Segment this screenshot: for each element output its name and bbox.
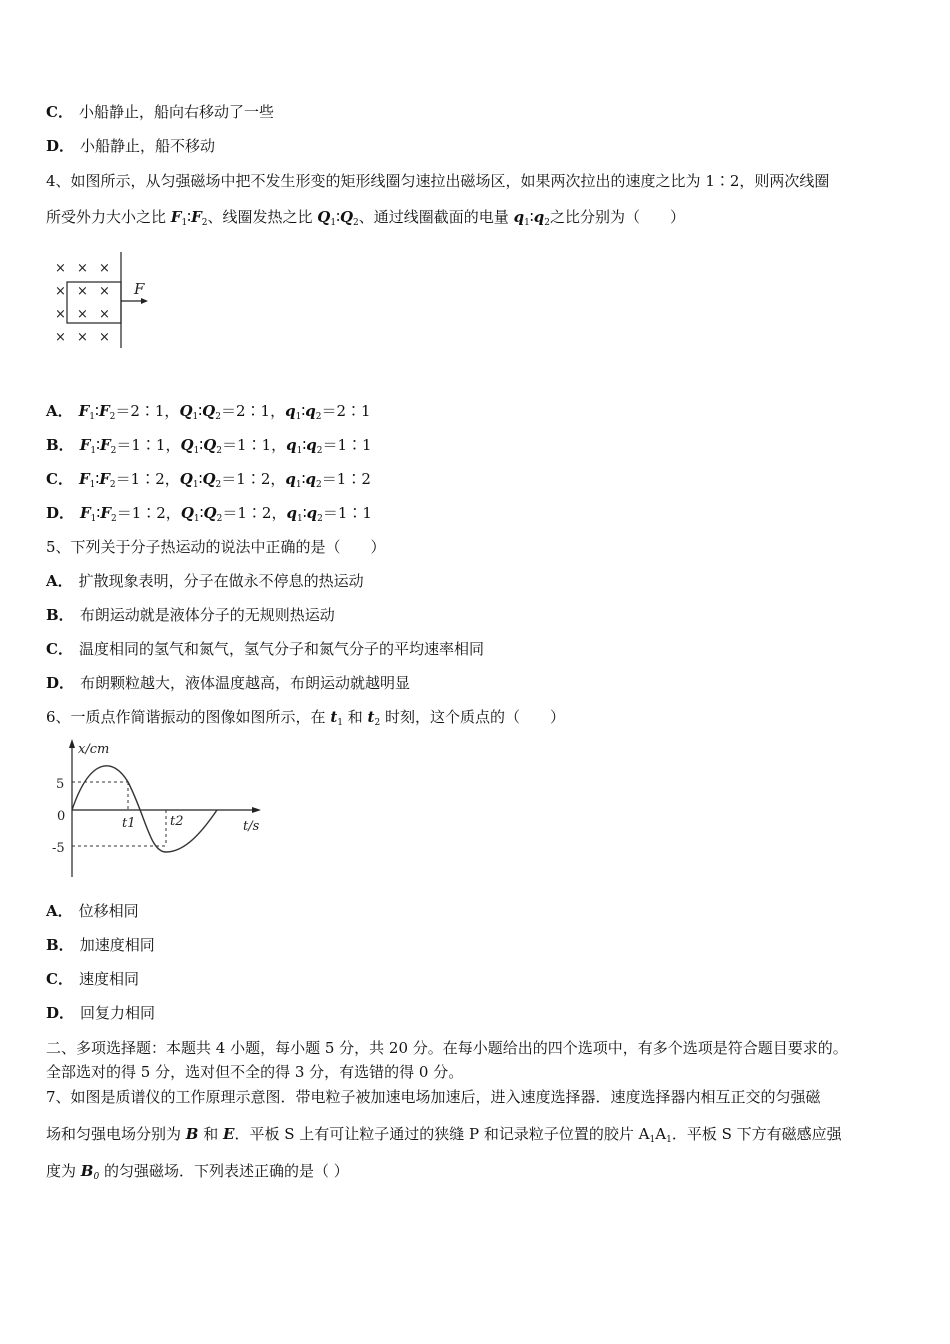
q7-stem-line1: 7、如图是质谱仪的工作原理示意图．带电粒子被加速电场加速后，进入速度选择器．速度选择器内相互正交的匀强磁 — [46, 1088, 821, 1106]
force-arrowhead — [141, 298, 148, 304]
q7-text: 场和匀强电场分别为 — [46, 1125, 186, 1143]
q4-text: 所受外力大小之比 — [46, 208, 171, 226]
option-letter: B． — [46, 936, 74, 954]
option-text: 加速度相同 — [79, 936, 155, 954]
q4-option-d: D． $F_1∶F_2=1∶2$，$Q_1∶Q_2=1∶2$，$q_1∶q_2=1∶1$ — [46, 504, 372, 524]
ratio-charge: 2∶1 — [336, 402, 371, 420]
q5-option-c — [46, 639, 484, 659]
y-axis-arrowhead — [69, 739, 75, 748]
q3-option-d — [46, 136, 215, 156]
q6-option-d — [46, 1003, 155, 1023]
option-letter: B． — [46, 436, 74, 454]
q6-option-a — [46, 901, 139, 921]
q6-stem: 6、一质点作简谐振动的图像如图所示，在 $t_1$ 和 $t_2$ 时刻，这个质点的（ ） — [46, 708, 565, 728]
option-letter: D． — [46, 674, 75, 692]
q5-stem: 5、下列关于分子热运动的说法中正确的是（ ） — [46, 538, 386, 556]
x-axis-label: t/s — [243, 819, 260, 834]
q6-text: 时刻，这个质点的（ ） — [380, 708, 565, 726]
field-x-mark: × — [77, 307, 88, 322]
option-letter: D． — [46, 1004, 75, 1022]
q4-text: 、线圈发热之比 — [207, 208, 318, 226]
q4-option-c: C． $F_1∶F_2=1∶2$，$Q_1∶Q_2=1∶2$，$q_1∶q_2=1∶2$ — [46, 470, 371, 490]
q7-text: ．平板 S 上有可让粒子通过的狭缝 P 和记录粒子位置的胶片 A — [234, 1125, 650, 1143]
section2-header-line1: 二、多项选择题：本题共 4 小题，每小题 5 分，共 20 分。在每小题给出的四个选项中，有多个选项是符合题目要求的。 — [46, 1039, 848, 1057]
section2-header-line2: 全部选对的得 5 分，选对但不全的得 3 分，有选错的得 0 分。 — [46, 1063, 464, 1081]
option-text: 温度相同的氢气和氮气，氢气分子和氮气分子的平均速率相同 — [78, 640, 484, 658]
field-x-mark: × — [77, 261, 88, 276]
option-letter: A． — [46, 572, 73, 590]
q6-option-b — [46, 935, 155, 955]
option-letter: D． — [46, 504, 75, 522]
force-label: F — [134, 280, 145, 298]
q4-text: 、通过线圈截面的电量 — [358, 208, 514, 226]
option-letter: C． — [46, 103, 73, 121]
q5-option-a — [46, 571, 364, 591]
q3-option-c — [46, 102, 274, 122]
q7-text: 和 — [198, 1125, 224, 1143]
option-text: 回复力相同 — [80, 1004, 156, 1022]
q4-stem-line1: 4、如图所示，从匀强磁场中把不发生形变的矩形线圈匀速拉出磁场区，如果两次拉出的速度之比为 1∶2，则两次线圈 — [46, 172, 830, 190]
q6-figure-shm-graph — [50, 737, 270, 882]
q7-text: ．平板 S 下方有磁感应强 — [671, 1125, 842, 1143]
field-x-mark: × — [55, 307, 66, 322]
option-text: 小船静止，船向右移动了一些 — [78, 103, 274, 121]
ratio-charge: 1∶1 — [337, 436, 372, 454]
q5-option-d — [46, 673, 410, 693]
option-text: 布朗运动就是液体分子的无规则热运动 — [79, 606, 335, 624]
q6-option-c — [46, 969, 139, 989]
option-letter: C． — [46, 970, 73, 988]
option-text: 速度相同 — [78, 970, 139, 988]
q7-stem-line3: 度为 $B_0$ 的匀强磁场．下列表述正确的是（ ） — [46, 1162, 349, 1182]
q4-text: 之比分别为（ ） — [549, 208, 685, 226]
field-x-mark: × — [55, 284, 66, 299]
field-x-mark: × — [55, 261, 66, 276]
ratio-q: 1∶1， — [237, 436, 287, 454]
ratio-f: 1∶1， — [131, 436, 181, 454]
option-letter: D． — [46, 137, 75, 155]
q5-option-b — [46, 605, 335, 625]
ratio-f: 2∶1， — [130, 402, 180, 420]
q7-text: 的匀强磁场．下列表述正确的是（ ） — [99, 1162, 349, 1180]
q6-text: 和 — [343, 708, 368, 726]
option-text: 布朗颗粒越大，液体温度越高，布朗运动就越明显 — [80, 674, 411, 692]
option-letter: A． — [46, 402, 73, 420]
option-letter: C． — [46, 470, 73, 488]
y-tick-positive: 5 — [56, 777, 65, 792]
option-letter: B． — [46, 606, 74, 624]
t1-label: t1 — [122, 816, 136, 831]
q6-text: 6、一质点作简谐振动的图像如图所示，在 — [46, 708, 331, 726]
field-x-mark: × — [77, 284, 88, 299]
q7-text: A — [655, 1125, 667, 1143]
field-marks — [55, 261, 110, 345]
x-axis-arrowhead — [252, 807, 261, 813]
q4-option-b: B． $F_1∶F_2=1∶1$，$Q_1∶Q_2=1∶1$，$q_1∶q_2=1∶1$ — [46, 436, 372, 456]
y-tick-zero: 0 — [57, 809, 66, 824]
option-letter: C． — [46, 640, 73, 658]
coil-rectangle — [67, 282, 121, 323]
field-x-mark: × — [99, 330, 110, 345]
option-text: 小船静止，船不移动 — [80, 137, 216, 155]
field-x-mark: × — [77, 330, 88, 345]
option-letter: A． — [46, 902, 73, 920]
field-x-mark: × — [99, 284, 110, 299]
ratio-f: 1∶2， — [131, 504, 181, 522]
q4-option-a: A． $F_1∶F_2=2∶1$，$Q_1∶Q_2=2∶1$，$q_1∶q_2=2∶1$ — [46, 402, 371, 422]
q7-text: 度为 — [46, 1162, 81, 1180]
field-x-mark: × — [99, 307, 110, 322]
q4-figure-coil-in-field — [50, 250, 160, 355]
option-text: 位移相同 — [78, 902, 139, 920]
y-tick-negative: -5 — [52, 841, 65, 856]
field-x-mark: × — [55, 330, 66, 345]
sine-curve — [72, 766, 217, 852]
q7-stem-line2: 场和匀强电场分别为 B 和 E．平板 S 上有可让粒子通过的狭缝 P 和记录粒子位置的胶片 $A_1A_1$．平板 S 下方有磁感应强 — [46, 1125, 842, 1145]
field-x-mark: × — [99, 261, 110, 276]
ratio-charge: 1∶1 — [337, 504, 372, 522]
ratio-q: 1∶2， — [237, 504, 287, 522]
q4-stem-line2: 所受外力大小之比 $F_1∶F_2$、线圈发热之比 $Q_1∶Q_2$、通过线圈截面的电量 $q_1∶q_2$之比分别为（ ） — [46, 208, 685, 228]
y-axis-label: x/cm — [78, 742, 110, 757]
ratio-f: 1∶2， — [130, 470, 180, 488]
option-text: 扩散现象表明，分子在做永不停息的热运动 — [78, 572, 364, 590]
t2-label: t2 — [170, 814, 184, 829]
ratio-q: 1∶2， — [236, 470, 286, 488]
ratio-q: 2∶1， — [235, 402, 286, 420]
ratio-charge: 1∶2 — [336, 470, 371, 488]
